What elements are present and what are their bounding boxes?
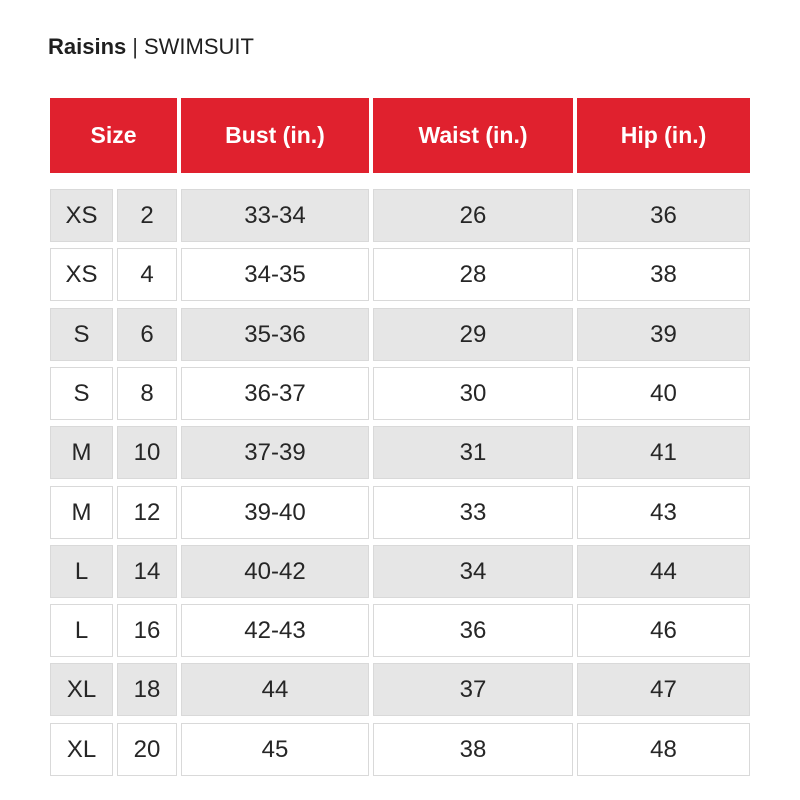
cell-hip: 38	[577, 248, 750, 301]
cell-size-letter: L	[50, 604, 113, 657]
cell-size-number: 14	[117, 545, 177, 598]
cell-waist: 38	[373, 723, 573, 776]
cell-waist: 26	[373, 189, 573, 242]
cell-bust: 37-39	[181, 426, 369, 479]
cell-size-letter: M	[50, 486, 113, 539]
cell-size-number: 10	[117, 426, 177, 479]
cell-size-letter: S	[50, 367, 113, 420]
cell-size-letter: XL	[50, 723, 113, 776]
cell-size-letter: XS	[50, 189, 113, 242]
cell-bust: 42-43	[181, 604, 369, 657]
cell-waist: 28	[373, 248, 573, 301]
cell-waist: 29	[373, 308, 573, 361]
cell-size-letter: XL	[50, 663, 113, 716]
cell-size-number: 18	[117, 663, 177, 716]
cell-size-letter: S	[50, 308, 113, 361]
cell-waist: 30	[373, 367, 573, 420]
cell-waist: 34	[373, 545, 573, 598]
title-separator: |	[132, 34, 138, 59]
cell-hip: 44	[577, 545, 750, 598]
cell-waist: 31	[373, 426, 573, 479]
cell-size-number: 8	[117, 367, 177, 420]
cell-bust: 40-42	[181, 545, 369, 598]
brand-name: Raisins	[48, 34, 127, 59]
cell-hip: 48	[577, 723, 750, 776]
header-size: Size	[50, 98, 177, 173]
cell-size-letter: L	[50, 545, 113, 598]
cell-hip: 41	[577, 426, 750, 479]
cell-size-number: 4	[117, 248, 177, 301]
product-type: SWIMSUIT	[143, 34, 254, 59]
header-bust: Bust (in.)	[181, 98, 369, 173]
cell-size-number: 12	[117, 486, 177, 539]
cell-bust: 39-40	[181, 486, 369, 539]
cell-waist: 36	[373, 604, 573, 657]
header-waist: Waist (in.)	[373, 98, 573, 173]
cell-size-letter: M	[50, 426, 113, 479]
cell-waist: 37	[373, 663, 573, 716]
cell-size-number: 2	[117, 189, 177, 242]
cell-size-number: 20	[117, 723, 177, 776]
cell-waist: 33	[373, 486, 573, 539]
cell-bust: 36-37	[181, 367, 369, 420]
cell-bust: 44	[181, 663, 369, 716]
cell-bust: 35-36	[181, 308, 369, 361]
cell-size-letter: XS	[50, 248, 113, 301]
cell-hip: 39	[577, 308, 750, 361]
cell-hip: 47	[577, 663, 750, 716]
cell-hip: 46	[577, 604, 750, 657]
cell-hip: 43	[577, 486, 750, 539]
cell-bust: 33-34	[181, 189, 369, 242]
cell-hip: 36	[577, 189, 750, 242]
cell-size-number: 16	[117, 604, 177, 657]
cell-hip: 40	[577, 367, 750, 420]
cell-bust: 45	[181, 723, 369, 776]
header-hip: Hip (in.)	[577, 98, 750, 173]
cell-bust: 34-35	[181, 248, 369, 301]
cell-size-number: 6	[117, 308, 177, 361]
